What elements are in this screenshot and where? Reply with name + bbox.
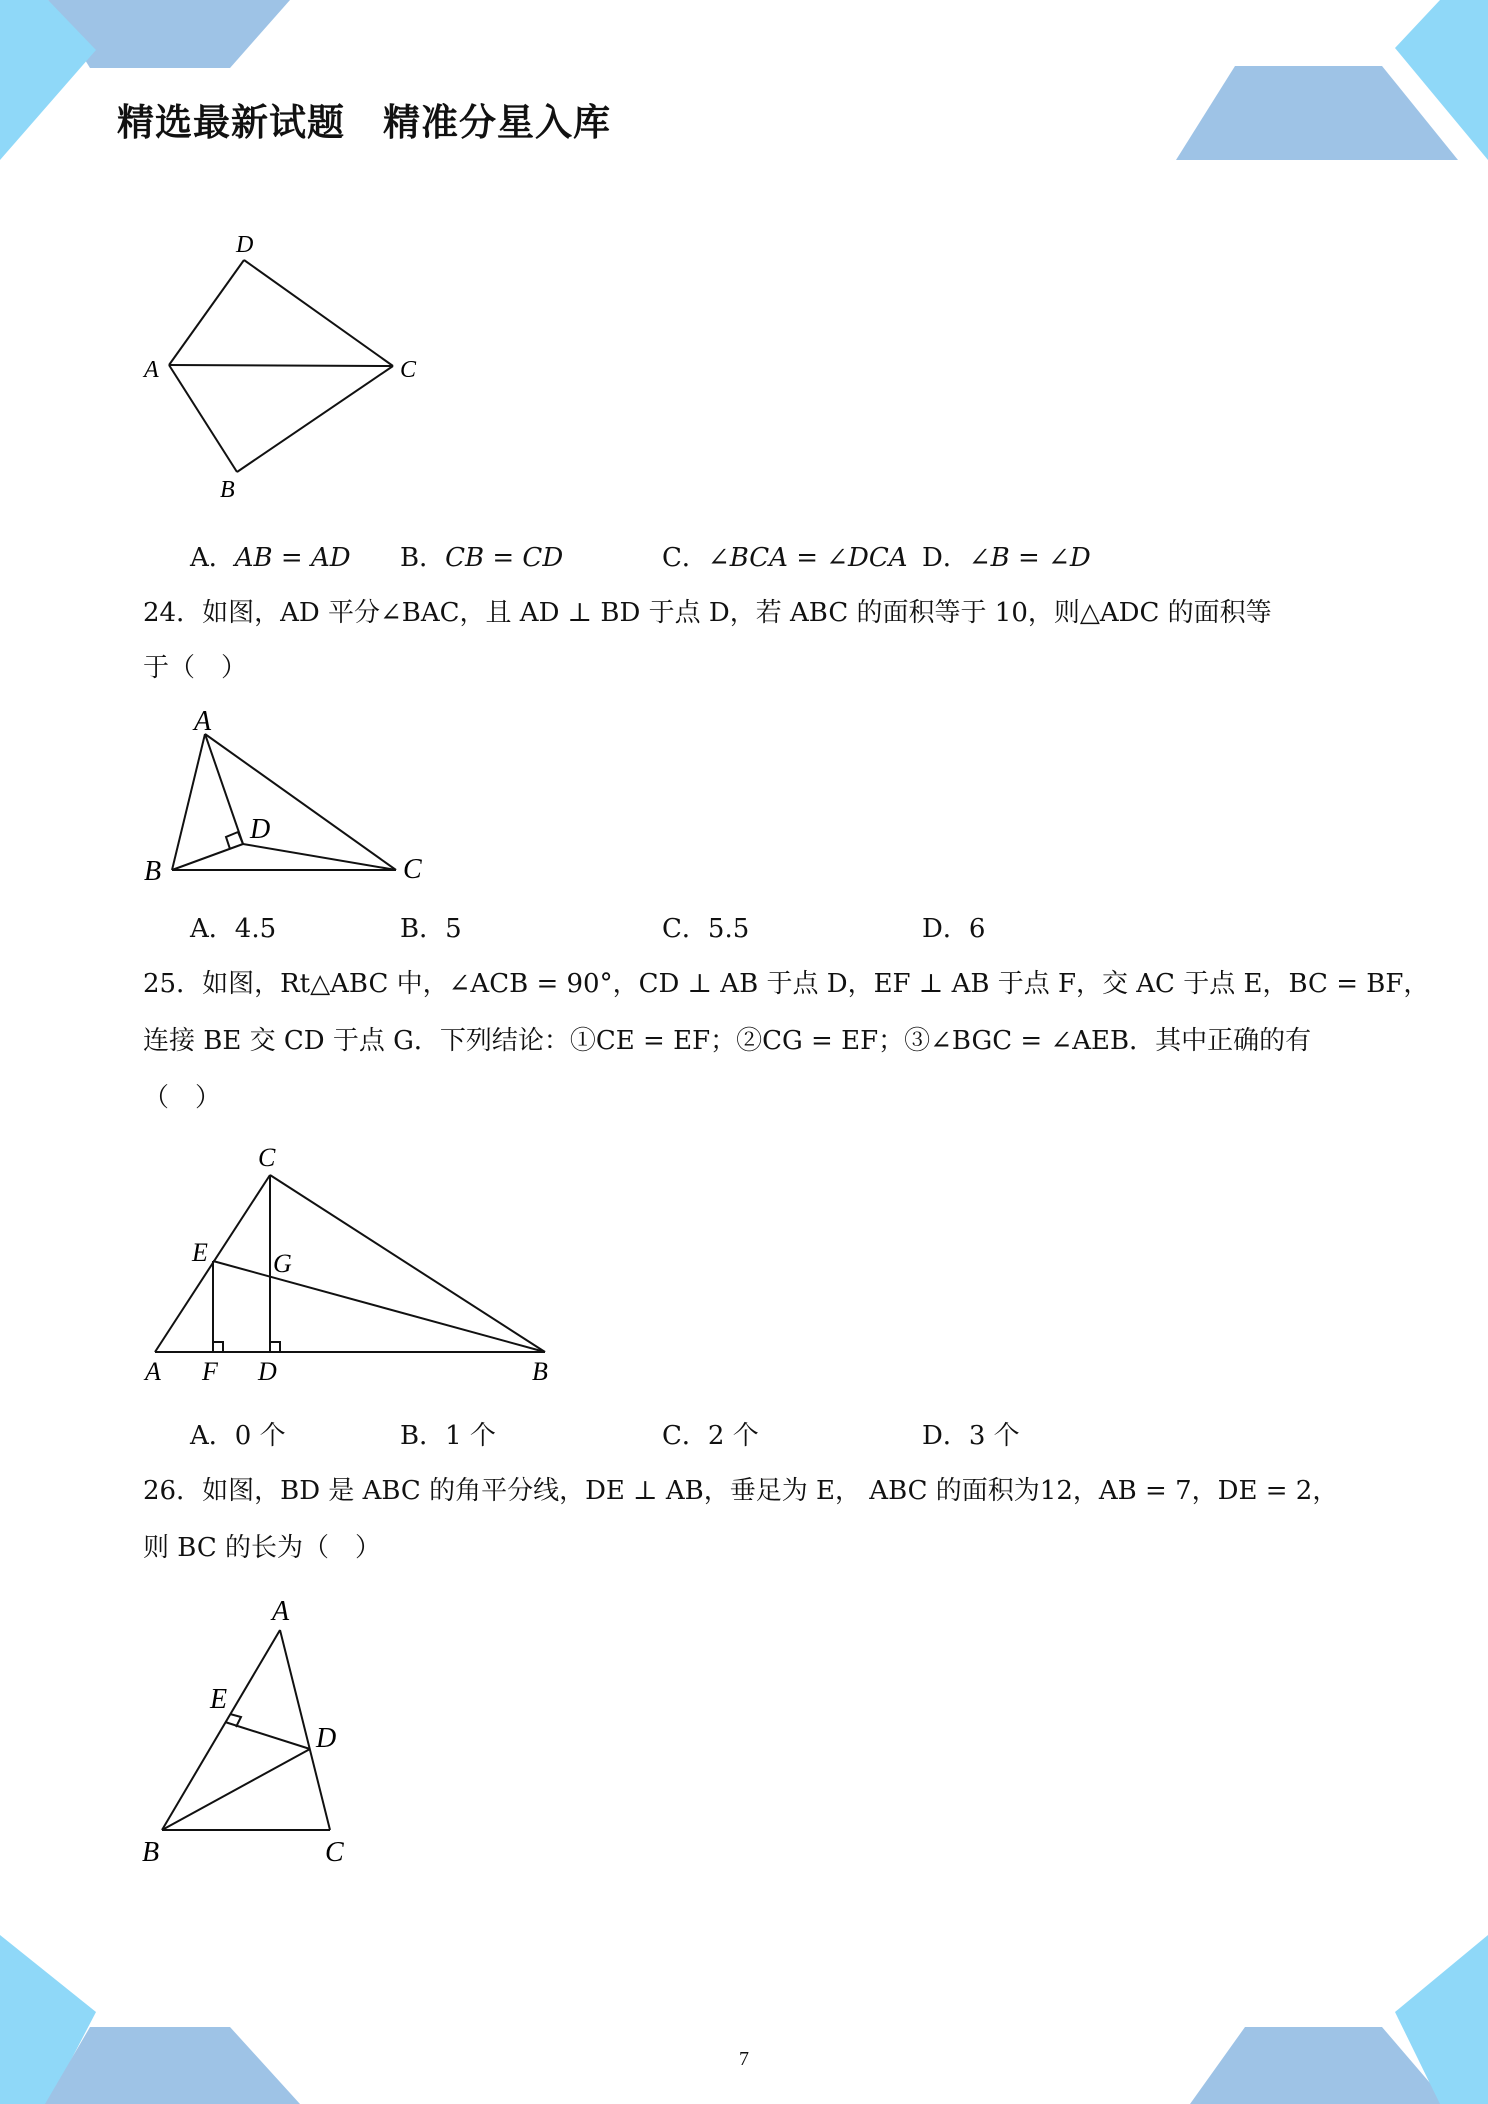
q25-figure <box>130 1130 570 1390</box>
q25-stem-line2: 连接 BE 交 CD 于点 G．下列结论：①CE = EF；②CG = EF；③∠BGC = ∠AEB．其中正确的有 <box>143 1026 1312 1056</box>
q24-label-c: C <box>403 854 422 885</box>
q23-options <box>190 537 1340 573</box>
q25-label-g: G <box>273 1249 292 1278</box>
q25-option-a[interactable]: A．0 个 <box>190 1421 286 1451</box>
q25-label-f: F <box>202 1357 218 1386</box>
q23-label-d: D <box>236 232 254 258</box>
q26-label-c: C <box>325 1837 344 1868</box>
q24-figure <box>130 700 450 900</box>
q25-label-c: C <box>258 1143 276 1172</box>
q25-label-d: D <box>258 1357 277 1386</box>
q23-figure <box>130 220 450 510</box>
header-title: 精选最新试题 精准分星入库 <box>117 101 611 144</box>
q24-option-c[interactable]: C．5.5 <box>662 914 750 944</box>
q25-option-c[interactable]: C．2 个 <box>662 1421 759 1451</box>
q25-option-b[interactable]: B．1 个 <box>400 1421 496 1451</box>
q25-option-d[interactable]: D．3 个 <box>922 1421 1020 1451</box>
q24-stem-line2: 于（ ） <box>143 653 248 683</box>
q26-figure <box>130 1585 390 1875</box>
q25-label-b: B <box>532 1357 548 1386</box>
q26-label-a: A <box>272 1596 290 1627</box>
top-right-trapezoid <box>1176 66 1458 160</box>
q24-label-b: B <box>144 856 162 887</box>
q25-label-e: E <box>192 1238 208 1267</box>
q23-label-b: B <box>220 477 235 503</box>
q25-label-a: A <box>145 1357 161 1386</box>
q24-option-d[interactable]: D．6 <box>922 914 986 944</box>
q24-option-b[interactable]: B．5 <box>400 914 462 944</box>
q26-label-b: B <box>142 1837 160 1868</box>
q23-option-b[interactable]: B．CB = CD <box>400 543 564 573</box>
q25-stem-line3: （ ） <box>143 1083 222 1113</box>
q26-stem-line2: 则 BC 的长为（ ） <box>143 1533 382 1563</box>
q23-option-d[interactable]: D．∠B = ∠D <box>922 543 1091 573</box>
page-number: 7 <box>739 2048 749 2070</box>
q24-label-a: A <box>194 706 212 737</box>
q26-label-e: E <box>210 1684 228 1715</box>
q23-label-c: C <box>400 357 417 383</box>
q26-label-d: D <box>316 1723 337 1754</box>
q23-option-a[interactable]: A．AB = AD <box>190 543 351 573</box>
q24-option-a[interactable]: A．4.5 <box>190 914 277 944</box>
q23-label-a: A <box>144 357 159 383</box>
q25-stem-line1: 25．如图，Rt△ABC 中，∠ACB = 90°，CD ⊥ AB 于点 D，EF ⊥ AB 于点 F，交 AC 于点 E，BC = BF， <box>143 969 1430 999</box>
q25-options <box>190 1415 1340 1451</box>
q24-stem-line1: 24．如图，AD 平分∠BAC，且 AD ⊥ BD 于点 D，若 ABC 的面积等于 10，则△ADC 的面积等 <box>143 598 1272 628</box>
q24-label-d: D <box>250 814 271 845</box>
q24-options <box>190 908 1340 944</box>
q23-option-c[interactable]: C．∠BCA = ∠DCA <box>662 543 908 573</box>
q26-stem-line1: 26．如图，BD 是 ABC 的角平分线，DE ⊥ AB，垂足为 E， ABC 的面积为12，AB = 7，DE = 2， <box>143 1476 1339 1506</box>
